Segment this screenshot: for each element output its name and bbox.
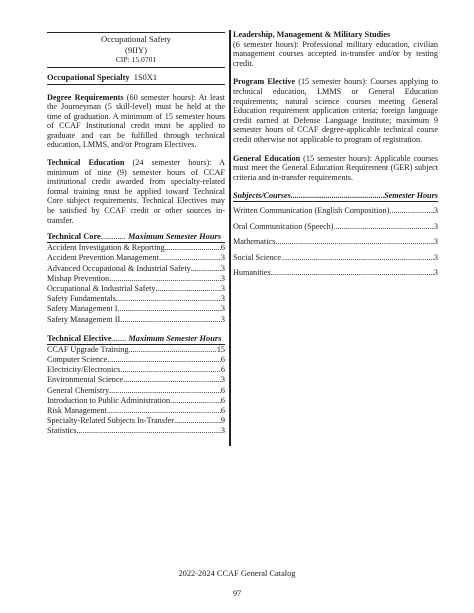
technical-core-item-name: Occupational & Industrial Safety [47,284,156,294]
technical-education-heading: Technical Education [47,158,125,168]
page-number: 97 [232,589,242,598]
technical-elective-item-name: Computer Science [47,355,108,365]
technical-elective-item-hours: 9 [220,416,225,426]
subject-item-leader-dots [271,268,434,278]
technical-elective-item-hours: 6 [220,395,225,405]
technical-education-text: (24 semester hours): A minimum of nine (9) semester hours of CCAF institutional credit awarded from specialty-related formal training must be applied toward Technical Core subject requirements. Technical Electives may be satisfied by CCAF credit or other sources in-transfer. [47,158,225,225]
technical-elective-item-name: Specialty-Related Subjects In-Transfer [47,416,175,426]
technical-core-item-hours: 3 [220,314,225,324]
technical-elective-max-label: Maximum Semester Hours [128,333,222,343]
technical-elective-item-name: Risk Management [47,406,107,416]
technical-core-item-leader-dots [191,264,221,274]
subjects-table-header [233,191,438,202]
technical-elective-item-hours: 6 [220,355,225,365]
technical-core-item-leader-dots [155,284,220,294]
technical-core-item-row [47,274,225,284]
technical-core-item-hours: 3 [220,263,225,273]
technical-elective-item-hours: 3 [220,375,225,385]
subject-item-name: Humanities [233,268,271,278]
degree-requirements [47,93,225,151]
subjects-list [233,206,438,278]
technical-elective-item-leader-dots [109,386,221,396]
technical-elective-item-row [47,406,225,416]
subject-item-hours: 3 [433,252,438,262]
program-elective [233,77,438,144]
technical-elective-dots: ....... [111,333,127,343]
right-column [233,30,438,278]
technical-core-item-hours: 3 [220,253,225,263]
general-education-heading: General Education [233,153,301,163]
technical-core-item-name: Mishap Prevention [47,273,110,283]
technical-elective-item-row [47,375,225,385]
subject-item-name: Mathematics [233,237,276,247]
subject-item-name: Oral Communication (Speech) [233,221,334,231]
subject-item-hours: 3 [433,221,438,231]
technical-core-item-hours: 3 [220,304,225,314]
subject-item-leader-dots [281,253,434,263]
leadership-text: (6 semester hours): Professional military education, civilian management courses accepted in-transfer and/or by testing credit. [233,39,438,68]
technical-core-item-name: Safety Management I [47,304,118,314]
subject-item-row [233,222,438,232]
technical-elective-item-name: Introduction to Public Administration [47,395,171,405]
technical-elective-item-name: General Chemistry [47,385,110,395]
left-column [47,32,225,437]
technical-core-item-row [47,294,225,304]
technical-elective-item-leader-dots [174,416,221,426]
technical-core-item-name: Accident Prevention Management [47,253,159,263]
technical-elective-item-row [47,345,225,355]
general-education-text: (15 semester hours): Applicable courses must meet the General Education Requirement (GER) subject criteria and in-transfer requirements. [233,153,438,182]
technical-elective-item-row [47,426,225,436]
program-elective-heading: Program Elective [233,77,296,87]
technical-elective-item-name: Environmental Science [47,375,124,385]
program-title-box [47,32,225,68]
general-education [233,154,438,183]
technical-core-item-hours: 6 [220,243,225,253]
column-divider [229,30,231,446]
technical-core-max-label: Maximum Semester Hours [127,232,222,242]
leadership-section [233,30,438,68]
technical-elective-item-leader-dots [77,426,221,436]
technical-core-item-hours: 3 [220,273,225,283]
technical-elective-item-hours: 6 [220,406,225,416]
technical-elective-item-leader-dots [107,355,221,365]
technical-elective-item-hours: 15 [216,344,225,354]
technical-core-item-hours: 3 [220,284,225,294]
semester-hours-label: Semester Hours [384,191,438,201]
technical-elective-header [47,334,225,345]
subject-item-name: Social Science [233,252,281,262]
technical-elective-item-name: Statistics [47,426,77,436]
technical-core-list [47,243,225,325]
subject-item-hours: 3 [433,206,438,216]
degree-requirements-text: (60 semester hours): At least the Journeyman (5 skill-level) must be held at the time of graduation. A minimum of 15 semester hours of CCAF Institutional credit must be applied to graduate and can be fulfilled through technical education, LMMS, and/or Program Electives. [47,92,225,150]
technical-core-item-leader-dots [109,274,221,284]
technical-elective-item-row [47,396,225,406]
subject-item-row [233,253,438,263]
technical-elective-item-row [47,416,225,426]
technical-core-dots: ............ [100,232,126,242]
program-elective-text: (15 semester hours): Courses applying to technical education, LMMS or General Education requirements; natural science courses meeting General Education requirement application criteria; foreign language credit earned at Defense Language Institute; maximum 9 semester hours of CCAF degree-applicable technical course credit otherwise not applicable to program of registration. [233,77,438,144]
technical-elective-label: Technical Elective [47,333,112,343]
technical-core-item-name: Accident Investigation & Reporting [47,243,165,253]
subject-item-leader-dots [275,237,434,247]
technical-elective-item-row [47,386,225,396]
technical-core-label: Technical Core [47,232,101,242]
technical-elective-item-leader-dots [120,365,221,375]
technical-core-item-leader-dots [159,253,221,263]
technical-core-item-row [47,253,225,263]
technical-elective-item-leader-dots [128,345,216,355]
technical-elective-item-leader-dots [170,396,221,406]
technical-education [47,158,225,225]
catalog-footer: 2022-2024 CCAF General Catalog [178,569,296,578]
technical-core-item-leader-dots [116,294,221,304]
technical-core-item-row [47,264,225,274]
technical-core-item-row [47,304,225,314]
subjects-label: Subjects/Courses [233,191,291,201]
technical-core-item-row [47,315,225,325]
technical-core-item-name: Safety Management II [47,314,121,324]
technical-elective-item-name: Electricity/Electronics [47,365,121,375]
technical-elective-item-hours: 6 [220,365,225,375]
technical-core-item-row [47,243,225,253]
technical-elective-item-leader-dots [107,406,221,416]
technical-core-item-name: Safety Fundamentals [47,294,116,304]
subject-item-hours: 3 [433,268,438,278]
subject-item-leader-dots [334,222,434,232]
technical-core-item-leader-dots [117,304,220,314]
technical-elective-item-name: CCAF Upgrade Training [47,344,129,354]
technical-core-item-hours: 3 [220,294,225,304]
specialty-label: Occupational Specialty [47,72,130,82]
subject-item-row [233,206,438,216]
program-code: (9IIY) [125,44,147,55]
subject-item-hours: 3 [433,237,438,247]
leadership-heading: Leadership, Management & Military Studies [233,30,391,39]
technical-elective-item-hours: 3 [220,426,225,436]
technical-elective-item-row [47,365,225,375]
degree-requirements-heading: Degree Requirements [47,92,124,102]
technical-core-item-leader-dots [120,315,221,325]
subject-item-leader-dots [389,206,434,216]
subject-item-row [233,268,438,278]
subject-item-row [233,237,438,247]
specialty-code: 1S0X1 [133,72,158,82]
technical-elective-list [47,345,225,437]
program-title: Occupational Safety [101,34,171,44]
subject-item-name: Written Communication (English Composition) [233,206,390,216]
cip-code: CIP: 15.0701 [115,55,157,64]
technical-core-item-row [47,284,225,294]
technical-core-header [47,232,225,243]
technical-elective-item-row [47,355,225,365]
technical-core-item-name: Advanced Occupational & Industrial Safety [47,263,191,273]
technical-elective-item-hours: 6 [220,385,225,395]
technical-elective-item-leader-dots [123,375,221,385]
technical-core-item-leader-dots [165,243,221,253]
occupational-specialty [47,73,225,85]
